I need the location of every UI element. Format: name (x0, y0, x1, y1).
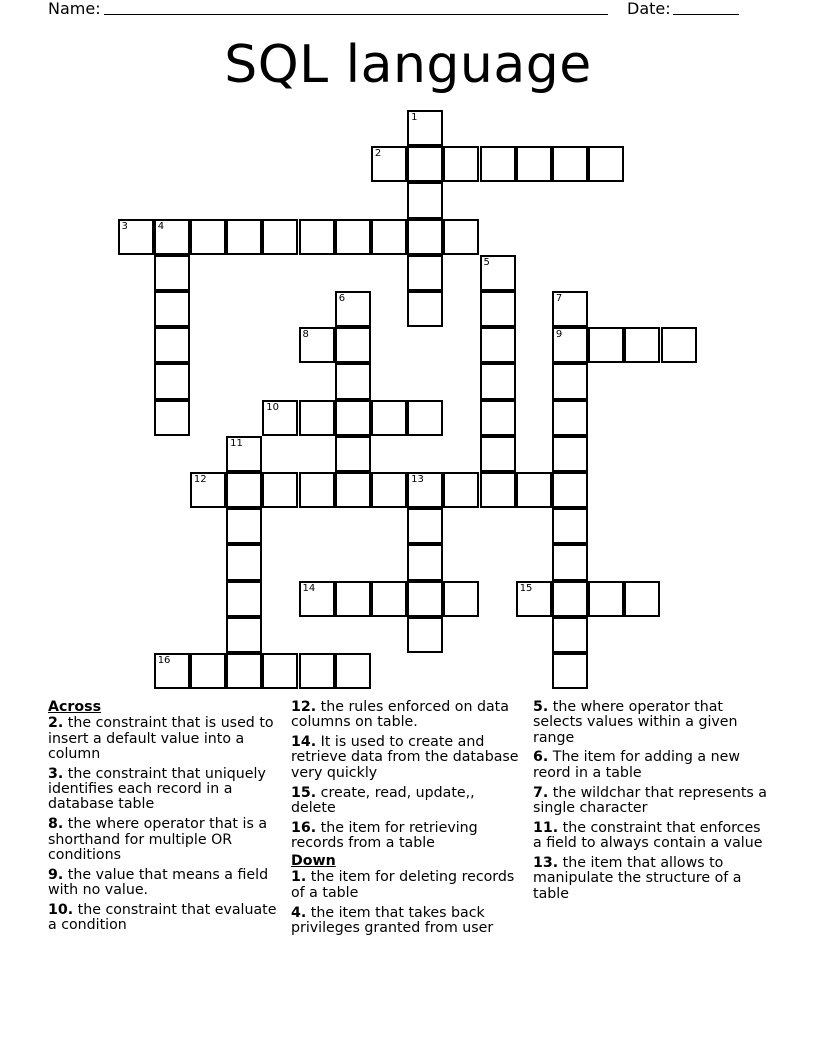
grid-cell[interactable] (262, 653, 298, 689)
clue-number: 15 (519, 582, 533, 594)
header-line (48, 0, 748, 20)
across-clue (291, 821, 521, 852)
clue-text: the where operator that is a shorthand for multiple OR conditions (48, 816, 268, 863)
grid-cell[interactable] (407, 146, 443, 182)
grid-cell[interactable] (371, 472, 407, 508)
clue-number: 13. (533, 855, 559, 872)
clue-number: 15. (291, 784, 317, 801)
clue-number: 12. (291, 699, 317, 715)
grid-cell[interactable] (443, 581, 479, 617)
grid-cell[interactable] (371, 581, 407, 617)
grid-cell[interactable] (299, 472, 335, 508)
clue-number: 16. (291, 819, 317, 836)
grid-cell[interactable] (154, 400, 190, 436)
down-clue (533, 821, 773, 852)
grid-cell[interactable] (480, 327, 516, 363)
grid-cell[interactable] (588, 327, 624, 363)
grid-cell[interactable] (624, 581, 660, 617)
clue-text: the item for deleting records of a table (291, 869, 515, 901)
grid-cell[interactable] (262, 219, 298, 255)
grid-cell[interactable] (226, 653, 262, 689)
grid-cell[interactable] (480, 472, 516, 508)
grid-cell[interactable] (226, 436, 262, 472)
grid-cell[interactable] (154, 327, 190, 363)
grid-cell[interactable] (443, 219, 479, 255)
grid-cell[interactable] (226, 617, 262, 653)
grid-cell[interactable] (299, 327, 335, 363)
clue-number: 7 (555, 293, 563, 304)
across-clue (48, 903, 280, 934)
clue-text: the constraint that enforces a field to always contain a value (533, 819, 763, 852)
grid-cell[interactable] (407, 544, 443, 580)
grid-cell[interactable] (335, 653, 371, 689)
clue-text: the constraint that uniquely identifies each record in a database table (48, 765, 266, 813)
grid-cell[interactable] (480, 291, 516, 327)
clue-number: 12 (193, 474, 207, 485)
grid-cell[interactable] (407, 617, 443, 653)
clue-number: 7. (533, 784, 549, 801)
clue-number: 3 (121, 220, 128, 232)
across-heading: Across (48, 699, 102, 715)
clue-number: 13 (411, 474, 424, 485)
grid-cell[interactable] (335, 219, 371, 255)
clue-number: 14. (291, 734, 317, 751)
down-clue (533, 700, 773, 746)
grid-cell[interactable] (226, 581, 262, 617)
clue-text: the item that allows to manipulate the structure of a table (533, 855, 742, 902)
across-clue (48, 716, 280, 762)
grid-cell[interactable] (552, 472, 588, 508)
clue-text: the wildchar that represents a single character (533, 784, 767, 816)
grid-cell[interactable] (552, 581, 588, 617)
grid-cell[interactable] (443, 146, 479, 182)
clue-text: create, read, update,, delete (291, 784, 475, 816)
grid-cell[interactable] (262, 400, 298, 436)
across-clue (291, 700, 521, 731)
clue-number: 4. (291, 904, 307, 921)
clue-number: 3. (48, 765, 64, 782)
down-clues-list-continued (533, 700, 773, 902)
grid-cell[interactable] (407, 255, 443, 291)
grid-cell[interactable] (335, 472, 371, 508)
grid-cell[interactable] (190, 219, 226, 255)
across-clue (48, 817, 280, 863)
clue-number: 9. (48, 866, 64, 883)
grid-cell[interactable] (226, 472, 262, 508)
grid-cell[interactable] (335, 400, 371, 436)
grid-cell[interactable] (226, 544, 262, 580)
clue-number: 6 (338, 293, 346, 304)
grid-cell[interactable] (588, 581, 624, 617)
grid-cell[interactable] (552, 436, 588, 472)
grid-cell[interactable] (407, 400, 443, 436)
page-title: SQL language (224, 35, 592, 95)
clue-number: 11. (533, 819, 559, 836)
clue-number: 14 (302, 582, 316, 594)
clues-column-2 (291, 700, 521, 941)
grid-cell[interactable] (552, 544, 588, 580)
clue-number: 6. (533, 749, 549, 766)
across-clue (48, 868, 280, 899)
grid-cell[interactable] (552, 291, 588, 327)
grid-cell[interactable] (407, 182, 443, 218)
across-clues-list (48, 716, 280, 933)
grid-cell[interactable] (371, 400, 407, 436)
grid-cell[interactable] (190, 653, 226, 689)
clue-text: the rules enforced on data columns on table. (291, 699, 509, 731)
across-clue (291, 786, 521, 817)
grid-cell[interactable] (480, 363, 516, 399)
grid-cell[interactable] (552, 617, 588, 653)
grid-cell[interactable] (299, 219, 335, 255)
clue-text: The item for adding a new reord in a table (533, 749, 740, 781)
grid-cell[interactable] (335, 581, 371, 617)
grid-cell[interactable] (299, 400, 335, 436)
clue-number: 4 (157, 220, 165, 232)
grid-cell[interactable] (661, 327, 697, 363)
clue-number: 9 (555, 329, 563, 341)
grid-cell[interactable] (516, 472, 552, 508)
grid-cell[interactable] (480, 146, 516, 182)
across-clue (48, 767, 280, 813)
grid-cell[interactable] (335, 291, 371, 327)
grid-cell[interactable] (552, 146, 588, 182)
clue-text: the constraint that is used to insert a default value into a column (48, 715, 274, 762)
grid-cell[interactable] (371, 219, 407, 255)
grid-cell[interactable] (588, 146, 624, 182)
grid-cell[interactable] (480, 255, 516, 291)
grid-cell[interactable] (552, 508, 588, 544)
down-clue (533, 856, 773, 902)
grid-cell[interactable] (371, 146, 407, 182)
grid-cell[interactable] (443, 472, 479, 508)
across-clue (291, 735, 521, 781)
clues-column-3 (533, 700, 773, 907)
clue-number: 16 (157, 655, 171, 666)
grid-cell[interactable] (407, 291, 443, 327)
grid-cell[interactable] (154, 291, 190, 327)
down-clue (291, 870, 521, 901)
grid-cell[interactable] (154, 363, 190, 399)
grid-cell[interactable] (480, 436, 516, 472)
clue-number: 1. (291, 869, 307, 886)
clues-column-1 (48, 700, 280, 938)
clue-number: 5. (533, 699, 549, 715)
down-clues-list (291, 870, 521, 936)
grid-cell[interactable] (552, 653, 588, 689)
grid-cell[interactable] (299, 581, 335, 617)
grid-cell[interactable] (516, 146, 552, 182)
date-label: Date: (627, 0, 671, 18)
clue-text: It is used to create and retrieve data from the database very quickly (291, 734, 519, 781)
down-clue (533, 750, 773, 781)
clue-number: 10. (48, 901, 74, 918)
clue-text: the item for retrieving records from a table (291, 819, 478, 852)
grid-cell[interactable] (624, 327, 660, 363)
grid-cell[interactable] (154, 653, 190, 689)
clue-number: 8 (302, 329, 309, 341)
grid-cell[interactable] (154, 219, 190, 255)
clue-number: 11 (230, 437, 243, 449)
grid-cell[interactable] (154, 255, 190, 291)
grid-cell[interactable] (552, 400, 588, 436)
grid-cell[interactable] (407, 581, 443, 617)
down-clue (291, 906, 521, 937)
clue-text: the where operator that selects values within a given range (533, 699, 738, 746)
grid-cell[interactable] (190, 472, 226, 508)
across-clues-list-continued (291, 700, 521, 851)
grid-cell[interactable] (516, 581, 552, 617)
grid-cell[interactable] (407, 110, 443, 146)
grid-cell[interactable] (299, 653, 335, 689)
grid-cell[interactable] (335, 327, 371, 363)
grid-cell[interactable] (480, 400, 516, 436)
down-heading: Down (291, 853, 336, 870)
clue-number: 10 (266, 401, 280, 413)
grid-cell[interactable] (226, 508, 262, 544)
date-blank[interactable] (673, 0, 739, 15)
grid-cell[interactable] (552, 327, 588, 363)
grid-cell[interactable] (407, 219, 443, 255)
grid-cell[interactable] (226, 219, 262, 255)
clue-text: the constraint that evaluate a condition (48, 901, 277, 934)
clue-text: the item that takes back privileges granted from user (291, 904, 494, 936)
grid-cell[interactable] (118, 219, 154, 255)
grid-cell[interactable] (335, 363, 371, 399)
clue-number: 1 (411, 112, 418, 123)
grid-cell[interactable] (262, 472, 298, 508)
clue-text: the value that means a field with no value. (48, 866, 269, 899)
name-blank[interactable] (104, 0, 608, 15)
name-label: Name: (48, 0, 101, 18)
grid-cell[interactable] (552, 363, 588, 399)
clue-number: 2. (48, 715, 64, 732)
grid-cell[interactable] (335, 436, 371, 472)
clue-number: 2 (374, 148, 382, 160)
clue-number: 8. (48, 816, 64, 833)
grid-cell[interactable] (407, 472, 443, 508)
down-clue (533, 786, 773, 817)
grid-cell[interactable] (407, 508, 443, 544)
clue-number: 5 (483, 256, 490, 268)
